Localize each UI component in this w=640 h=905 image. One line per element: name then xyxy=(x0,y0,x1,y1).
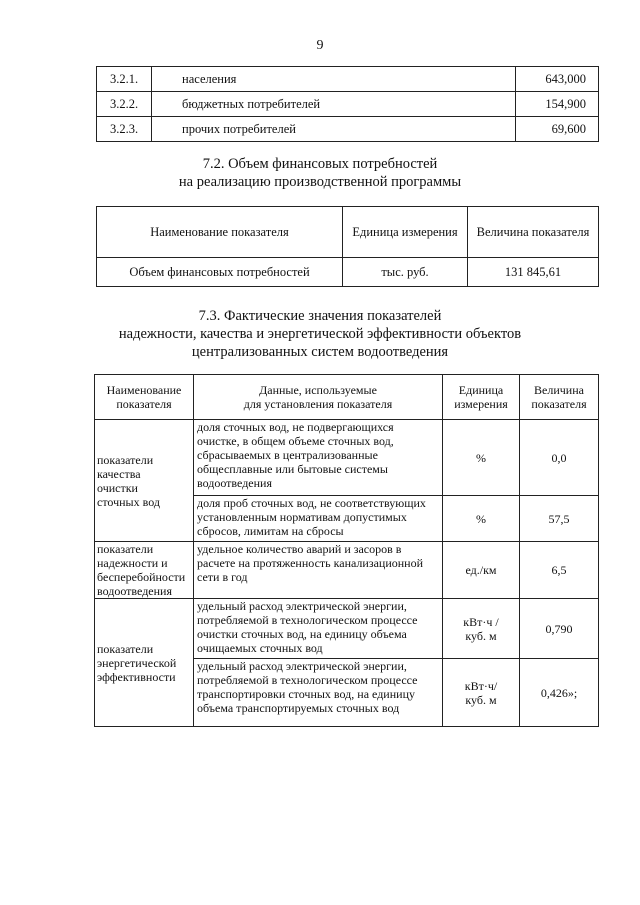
description-line: очистке, в общем объеме сточных вод, xyxy=(197,434,394,448)
description-line: объема транспортируемых сточных вод xyxy=(197,701,400,715)
header-data xyxy=(194,375,443,420)
description-line: очищаемых сточных вод xyxy=(197,641,323,655)
header-line: Величина xyxy=(534,383,584,397)
row-name: бюджетных потребителей xyxy=(152,92,516,117)
indicators-table-body xyxy=(95,420,599,727)
header-line: Данные, используемые xyxy=(259,383,377,397)
indicator-unit xyxy=(443,659,520,727)
indicator-value: 0,790 xyxy=(520,599,599,659)
unit-line: куб. м xyxy=(465,628,497,643)
unit-line: % xyxy=(476,511,486,526)
description-line: потребляемой в технологическом процессе xyxy=(197,613,418,627)
group-name-line: очистки xyxy=(97,480,138,495)
table-header-row xyxy=(95,375,599,420)
header-line: Наименование xyxy=(106,383,182,397)
indicator-group-name xyxy=(95,542,194,599)
indicator-value: 6,5 xyxy=(520,542,599,599)
description-line: установленным нормативам допустимых xyxy=(197,510,407,524)
heading-line: централизованных систем водоотведения xyxy=(191,344,449,360)
description-line: сети в год xyxy=(197,570,248,584)
row-number: 3.2.1. xyxy=(97,67,152,92)
description-line: потребляемой в технологическом процессе xyxy=(197,673,418,687)
row-number: 3.2.2. xyxy=(97,92,152,117)
indicator-value: 57,5 xyxy=(520,496,599,542)
description-line: доля сточных вод, не подвергающихся xyxy=(197,420,394,434)
indicator-group-name xyxy=(95,420,194,542)
row-name: населения xyxy=(152,67,516,92)
indicator-description xyxy=(194,496,443,542)
header-line: показателя xyxy=(116,397,172,411)
rates-table xyxy=(96,66,599,142)
description-line: транспортировки сточных вод, на единицу xyxy=(197,687,415,701)
section-7-3-heading xyxy=(0,307,640,361)
row-value: 69,600 xyxy=(516,117,599,142)
financial-needs-table xyxy=(96,206,599,287)
description-line: удельный расход электрической энергии, xyxy=(197,599,407,613)
indicator-unit xyxy=(443,496,520,542)
description-line: очистки сточных вод, на единицу объема xyxy=(197,627,407,641)
table-row xyxy=(95,542,599,599)
indicator-description xyxy=(194,542,443,599)
unit-line: куб. м xyxy=(465,692,497,707)
indicators-table xyxy=(94,374,599,727)
header-name xyxy=(95,375,194,420)
group-name-line: бесперебойности xyxy=(97,570,186,584)
row-value: 643,000 xyxy=(516,67,599,92)
group-name-line: энергетической xyxy=(97,655,177,670)
indicator-description xyxy=(194,599,443,659)
unit-line: кВт·ч / xyxy=(463,614,499,629)
table-row xyxy=(95,599,599,659)
row-number: 3.2.3. xyxy=(97,117,152,142)
cell-name: Объем финансовых потребностей xyxy=(97,258,343,287)
group-name-line: показатели xyxy=(97,452,154,467)
table-row xyxy=(97,258,599,287)
row-value: 154,900 xyxy=(516,92,599,117)
group-name-line: надежности и xyxy=(97,556,168,570)
indicator-unit xyxy=(443,599,520,659)
table-row xyxy=(97,92,599,117)
unit-line: % xyxy=(476,450,486,465)
group-name-line: эффективности xyxy=(97,669,176,684)
indicator-group-name xyxy=(95,599,194,727)
row-name: прочих потребителей xyxy=(152,117,516,142)
group-name-line: показатели xyxy=(97,641,154,656)
indicator-value: 0,426»; xyxy=(520,659,599,727)
table-row xyxy=(95,420,599,496)
indicator-description xyxy=(194,659,443,727)
description-line: сбрасываемых в централизованные xyxy=(197,448,378,462)
header-unit xyxy=(443,375,520,420)
header-unit: Единица измерения xyxy=(343,207,468,258)
group-name-line: сточных вод xyxy=(97,494,160,509)
indicator-description xyxy=(194,420,443,496)
group-name-line: качества xyxy=(97,466,141,481)
indicator-value: 0,0 xyxy=(520,420,599,496)
section-7-2-heading xyxy=(0,155,640,191)
description-line: сбросов, лимитам на сбросы xyxy=(197,524,344,538)
header-name: Наименование показателя xyxy=(97,207,343,258)
header-line: Единица xyxy=(458,383,504,397)
page-number: 9 xyxy=(316,38,324,53)
unit-line: кВт·ч/ xyxy=(464,678,498,693)
header-value xyxy=(520,375,599,420)
cell-value: 131 845,61 xyxy=(468,258,599,287)
heading-line: на реализацию производственной программы xyxy=(178,174,462,190)
description-line: водоотведения xyxy=(197,476,272,490)
group-name-line: водоотведения xyxy=(97,584,172,598)
table-row xyxy=(97,67,599,92)
header-line: показателя xyxy=(531,397,587,411)
group-name-line: показатели xyxy=(97,542,154,556)
heading-line: надежности, качества и энергетической эффективности объектов xyxy=(118,326,522,342)
description-line: расчете на протяженность канализационной xyxy=(197,556,424,570)
header-line: для установления показателя xyxy=(243,397,393,411)
header-value: Величина показателя xyxy=(468,207,599,258)
header-line: измерения xyxy=(454,397,508,411)
table-row xyxy=(97,117,599,142)
unit-line: ед./км xyxy=(465,563,497,577)
description-line: удельный расход электрической энергии, xyxy=(197,659,407,673)
indicator-unit xyxy=(443,542,520,599)
description-line: доля проб сточных вод, не соответствующих xyxy=(197,496,426,510)
table-header-row xyxy=(97,207,599,258)
description-line: общесплавные или бытовые системы xyxy=(197,462,388,476)
heading-line: 7.2. Объем финансовых потребностей xyxy=(202,156,438,172)
heading-line: 7.3. Фактические значения показателей xyxy=(198,308,442,324)
cell-unit: тыс. руб. xyxy=(343,258,468,287)
indicator-unit xyxy=(443,420,520,496)
description-line: удельное количество аварий и засоров в xyxy=(197,542,402,556)
